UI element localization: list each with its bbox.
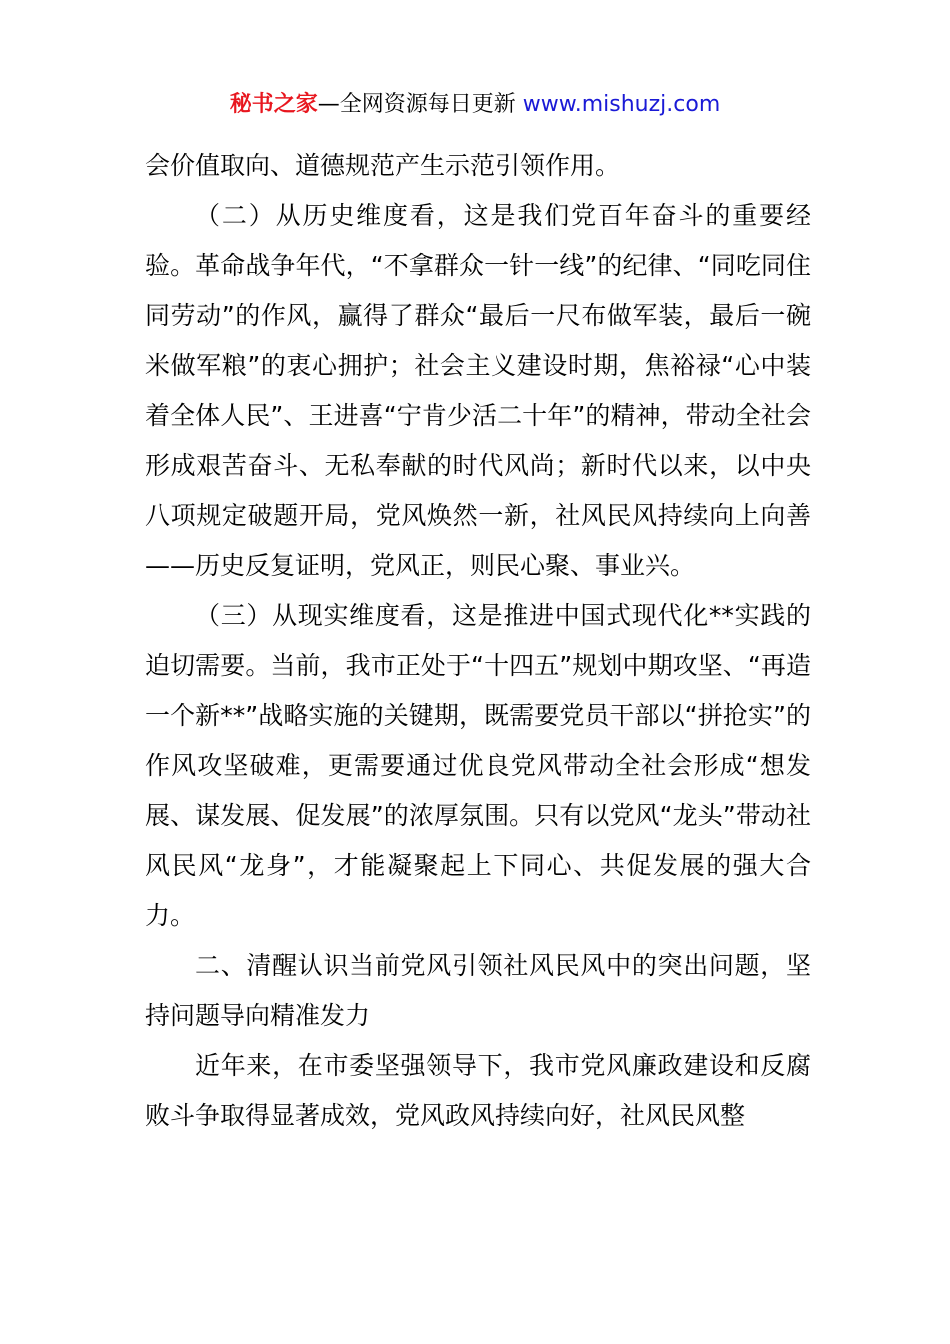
site-header: [0, 88, 950, 122]
site-url-link[interactable]: www.mishuzj.com: [522, 92, 721, 117]
document-body: [145, 141, 811, 1141]
paragraph-history-dimension: （二）从历史维度看，这是我们党百年奋斗的重要经验。革命战争年代，“不拿群众一针一线”的纪律、“同吃同住同劳动”的作风，赢得了群众“最后一尺布做军装，最后一碗米做军粮”的衷心拥护；社会主义建设时期，焦裕禄“心中装着全体人民”、王进喜“宁肯少活二十年”的精神，带动全社会形成艰苦奋斗、无私奉献的时代风尚；新时代以来，以中央八项规定破题开局，党风焕然一新，社风民风持续向上向善——历史反复证明，党风正，则民心聚、事业兴。: [145, 201, 811, 580]
paragraph-reality-dimension: （三）从现实维度看，这是推进中国式现代化**实践的迫切需要。当前，我市正处于“十四五”规划中期攻坚、“再造一个新**”战略实施的关键期，既需要党员干部以“拼抢实”的作风攻坚破难，更需要通过优良党风带动全社会形成“想发展、谋发展、促发展”的浓厚氛围。只有以党风“龙头”带动社风民风“龙身”，才能凝聚起上下同心、共促发展的强大合力。: [145, 601, 811, 930]
site-slogan: —全网资源每日更新: [317, 92, 523, 117]
paragraph-recent-years: 近年来，在市委坚强领导下，我市党风廉政建设和反腐败斗争取得显著成效，党风政风持续向好，社风民风整: [145, 1051, 811, 1130]
brand-name: 秘书之家: [229, 92, 318, 117]
paragraph-continuation: 会价值取向、道德规范产生示范引领作用。: [145, 151, 621, 180]
section-heading-2: 二、清醒认识当前党风引领社风民风中的突出问题，坚持问题导向精准发力: [145, 951, 811, 1030]
